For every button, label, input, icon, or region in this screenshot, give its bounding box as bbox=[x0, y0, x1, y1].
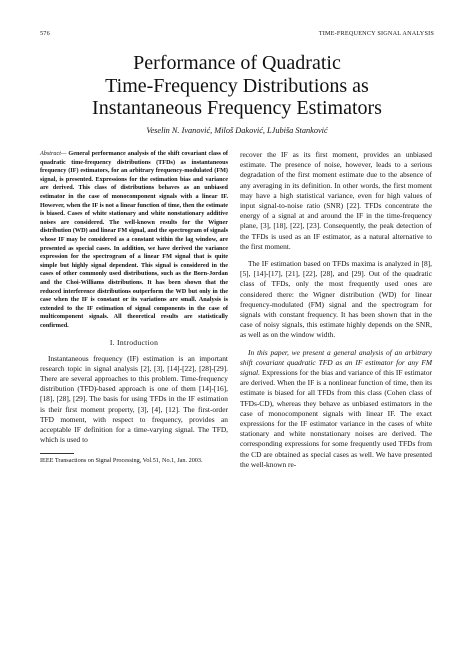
right-paragraph-3 bbox=[240, 348, 432, 470]
page-number: 576 bbox=[40, 30, 50, 37]
author-list: Veselin N. Ivanović, Miloš Daković, LJubiša Stanković bbox=[146, 126, 328, 135]
abstract bbox=[40, 150, 228, 330]
footnote-rule bbox=[40, 453, 74, 454]
right-paragraph-2: The IF estimation based on TFDs maxima is analyzed in [8], [5], [14]-[17], [21], [22], [28], and [29]. Out of the quadratic class of TFDs, only the most frequently used ones are considered there: the Wigner distribution (WD) for linear frequency-modulated (FM) signal and the spectrogram for signals with constant frequency. It has been shown that in the case of noisy signals, this estimate highly depends on the SNR, as well as on the window width. bbox=[240, 259, 432, 340]
running-header bbox=[40, 30, 434, 40]
right-paragraph-1: recover the IF as its first moment, provides an unbiased estimate. The presence of noise, however, leads to a serious degradation of the first moment estimate due to the absence of any averaging in its definition. In other words, the first moment may have a high statistical variance, even for high values of input signal-to-noise ratio (SNR) [22]. TFDs concentrate the energy of a signal at and around the IF in the time-frequency plane, [3], [18], [22], [23]. Consequently, the peak detection of the TFDs is used as an IF estimator, as a natural alternative to the first moment. bbox=[240, 150, 432, 251]
left-column bbox=[40, 150, 228, 465]
footnote: IEEE Transactions on Signal Processing, Vol.51, No.1, Jan. 2003. bbox=[40, 456, 203, 464]
journal-running-head: TIME-FREQUENCY SIGNAL ANALYSIS bbox=[318, 30, 434, 37]
paper-title bbox=[0, 52, 474, 120]
abstract-text: General performance analysis of the shift covariant class of quadratic time-frequency distributions (TFDs) as instantaneous frequency (IF) estimators, for an arbitrary frequency-modulated (FM) signal, is presented. Expressions for the estimation bias and variance are derived. This class of distributions behaves as an unbiased estimator in the case of monocomponent signals with a linear IF. However, when the IF is not a linear function of time, then the estimate is biased. Cases of white stationary and white nonstationary additive noises are considered. The well-known results for the Wigner distribution (WD) and linear FM signal, and the spectrogram of signals whose IF may be considered as a constant within the lag window, are presented as special cases. In addition, we have derived the variance expression for the spectrogram of a linear FM signal that is quite simple but highly signal dependent. This signal is considered in the cases of other commonly used distributions, such as the Born-Jordan and the Choi-Williams distributions. It has been shown that the reduced interference distributions outperform the WD but only in the case when the IF is constant or its variations are small. Analysis is extended to the IF estimation of signal components in the case of multicomponent signals. All theoretical results are statistically confirmed. bbox=[40, 150, 228, 329]
right-column bbox=[240, 150, 432, 470]
intro-paragraph: Instantaneous frequency (IF) estimation is an important research topic in signal analysis [2], [3], [14]-[22], [28]-[29]. There are several approaches to this problem. Time-frequency distribution (TFD)-based approach is one of them [14]-[16], [18], [28], [29]. The basis for using TFDs in the IF estimation is their first moment property, [3], [4], [12]. The first-order TFD moment, with respect to frequency, provides an acceptable IF definition for a time-varying signal. The TFD, which is used to bbox=[40, 353, 228, 445]
abstract-label: Abstract— bbox=[40, 150, 67, 157]
section-heading-introduction: I. Introduction bbox=[109, 338, 159, 348]
title-line-1: Performance of Quadratic bbox=[133, 52, 341, 74]
contribution-statement: In this paper, we present a general analysis of an arbitrary shift covariant quadratic TFD as an IF estimator for any FM signal. bbox=[240, 347, 432, 378]
title-line-2: Time-Frequency Distributions as bbox=[105, 74, 369, 97]
title-line-3: Instantaneous Frequency Estimators bbox=[92, 97, 382, 119]
right-paragraph-3-rest: Expressions for the bias and variance of this IF estimator are derived. When the IF is a nonlinear function of time, then its estimate is biased for all TFDs from this class (Cohen class of TFDs-CD), whereas they behave as unbiased estimators in the case of monocomponent signals with linear IF. The exact expressions for the IF estimator variance in the cases of white stationary and white nonstationary noises are derived. The corresponding expressions for some frequently used TFDs from the CD are obtained as special cases as well. We have presented the well-known re- bbox=[240, 368, 432, 469]
